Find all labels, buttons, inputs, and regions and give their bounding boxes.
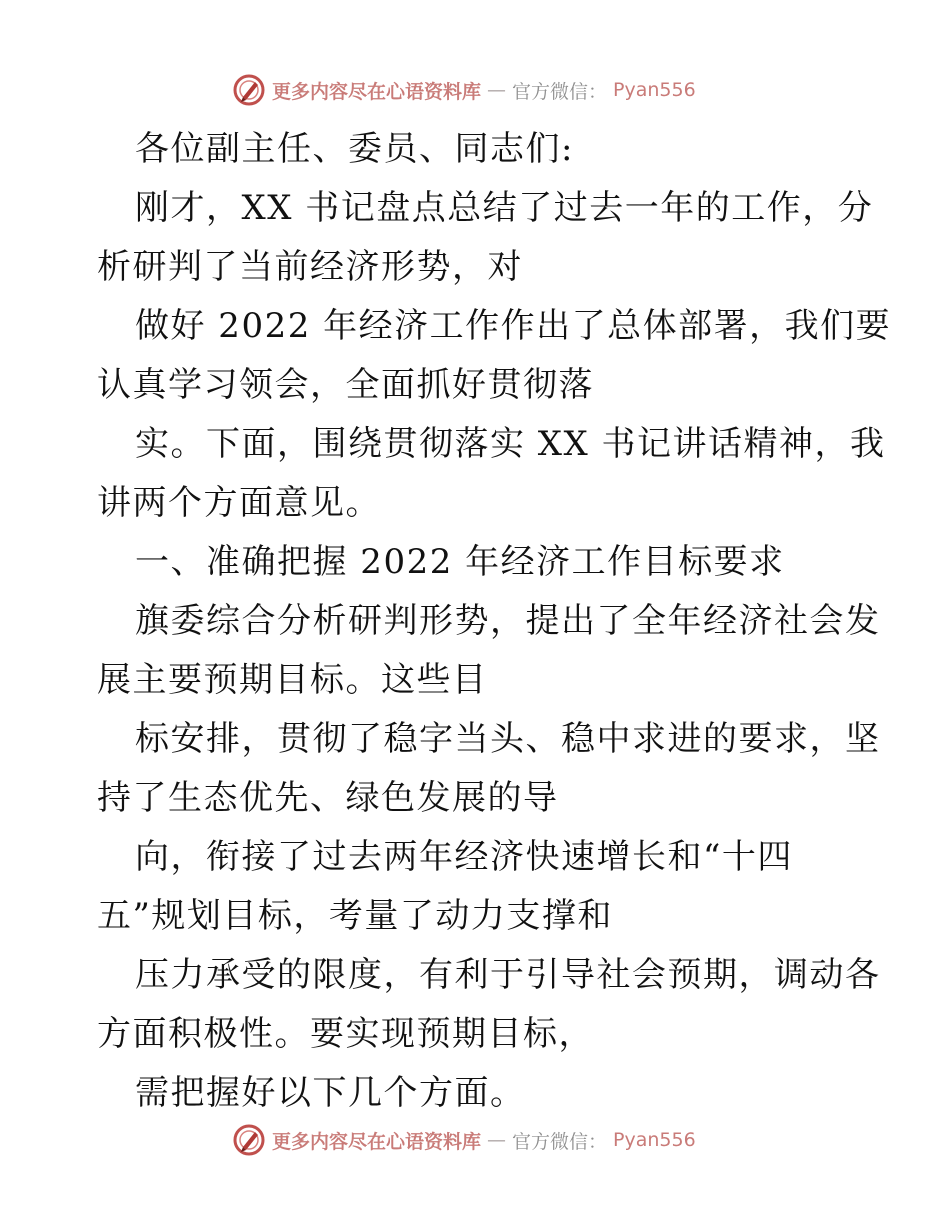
watermark-footer bbox=[232, 1122, 696, 1158]
text-line: 压力承受的限度，有利于引导社会预期，调动各 bbox=[135, 955, 881, 995]
text-line: 方面积极性。要实现预期目标， bbox=[97, 1014, 594, 1054]
section-heading: 一、准确把握 2022 年经济工作目标要求 bbox=[135, 542, 785, 582]
text-line: 认真学习领会，全面抓好贯彻落 bbox=[97, 365, 594, 405]
document-body bbox=[97, 120, 892, 1123]
text-line: 刚才，XX 书记盘点总结了过去一年的工作，分 bbox=[135, 188, 874, 228]
watermark-dash: — bbox=[487, 1129, 507, 1151]
text-line: 各位副主任、委员、同志们: bbox=[135, 129, 574, 169]
text-line: 做好 2022 年经济工作作出了总体部署，我们要 bbox=[135, 306, 892, 346]
text-line: 析研判了当前经济形势，对 bbox=[97, 247, 523, 287]
watermark-header bbox=[232, 72, 696, 108]
text-line: 向，衔接了过去两年经济快速增长和“十四 bbox=[135, 837, 793, 877]
watermark-wechat-label: 官方微信： bbox=[512, 80, 608, 103]
watermark-text: 更多内容尽在心语资料库 bbox=[272, 80, 482, 103]
text-line: 标安排，贯彻了稳字当头、稳中求进的要求，坚 bbox=[135, 719, 881, 759]
watermark-wechat-id: Pyan556 bbox=[613, 1129, 696, 1151]
watermark-text: 更多内容尽在心语资料库 bbox=[272, 1130, 482, 1153]
text-line: 讲两个方面意见。 bbox=[97, 483, 381, 523]
watermark-wechat-id: Pyan556 bbox=[613, 79, 696, 101]
watermark-wechat-label: 官方微信： bbox=[512, 1130, 608, 1153]
text-line: 五”规划目标，考量了动力支撑和 bbox=[97, 896, 613, 936]
text-line: 旗委综合分析研判形势，提出了全年经济社会发 bbox=[135, 601, 881, 641]
text-line: 实。下面，围绕贯彻落实 XX 书记讲话精神，我 bbox=[135, 424, 886, 464]
pen-logo-icon bbox=[232, 73, 266, 107]
pen-logo-icon bbox=[232, 1123, 266, 1157]
text-line: 持了生态优先、绿色发展的导 bbox=[97, 778, 559, 818]
text-line: 需把握好以下几个方面。 bbox=[135, 1073, 526, 1113]
watermark-dash: — bbox=[487, 79, 507, 101]
text-line: 展主要预期目标。这些目 bbox=[97, 660, 488, 700]
